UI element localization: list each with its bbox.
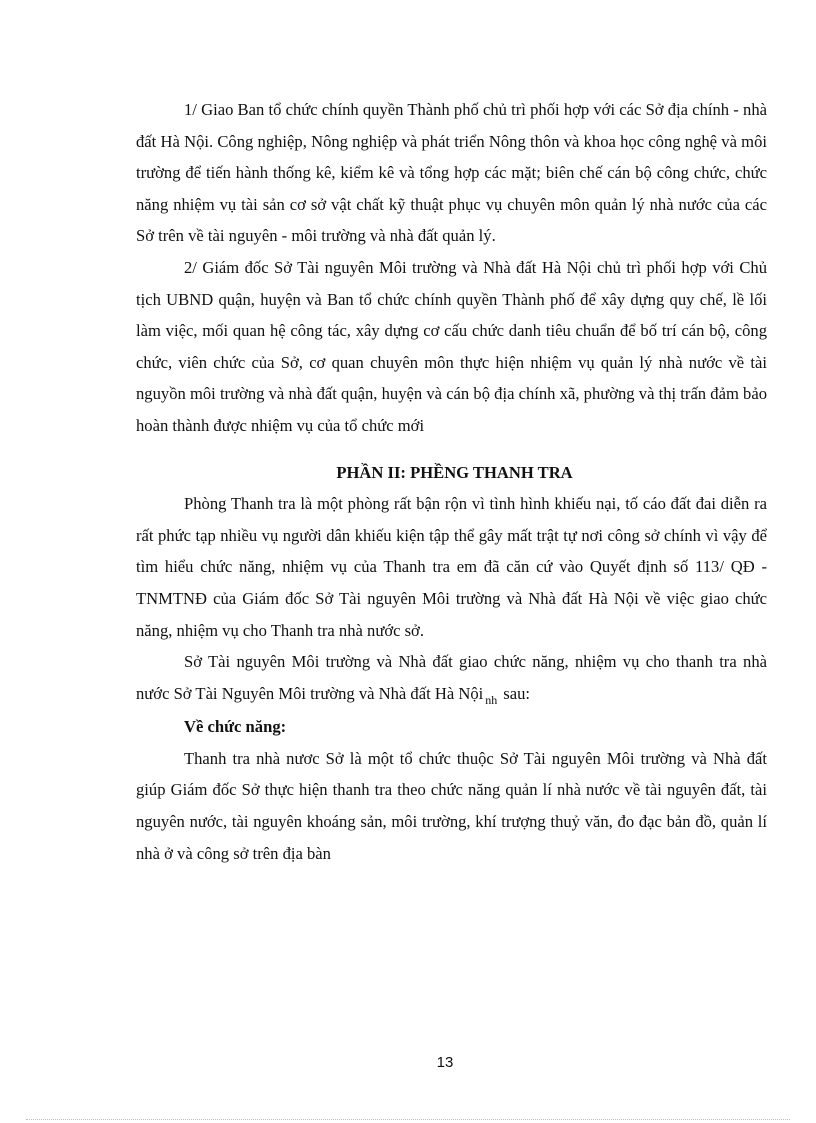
- assign-tail: sau:: [503, 683, 530, 703]
- footer-divider: [26, 1119, 790, 1120]
- subheading-function: Về chức năng:: [184, 717, 287, 737]
- paragraph-intro: Phòng Thanh tra là một phòng rất bận rộn vì tình hình khiếu nại, tố cáo đất đai diễn ra rất phức tạp nhiều vụ người dân khiếu kiện tập thể gây mất trật tự nơi công sở chính vì vậy để tìm hiểu chức năng, nhiệm vụ của Thanh tra em đã căn cứ vào Quyết định số 113/ QĐ - TNMTNĐ của Giám đốc Sở Tài nguyên Môi trường và Nhà đất Hà Nội về việc giao chức năng, nhiệm vụ cho Thanh tra nhà nước sở.: [136, 494, 767, 640]
- paragraph-2: 2/ Giám đốc Sở Tài nguyên Môi trường và Nhà đất Hà Nội chủ trì phối hợp với Chủ tịch UBND quận, huyện và Ban tổ chức chính quyền Thành phố để xây dựng quy chế, lề lối làm việc, mối quan hệ công tác, xây dựng cơ cấu chức danh tiêu chuẩn để bố trí cán bộ, công chức, viên chức của Sở, cơ quan chuyên môn thực hiện nhiệm vụ quản lý nhà nước về tài nguyồn môi trường và nhà đất quận, huyện và cán bộ địa chính xã, phường và thị trấn đảm bảo hoàn thành được nhiệm vụ của tổ chức mới: [136, 257, 767, 435]
- paragraph-function: Thanh tra nhà nươc Sở là một tổ chức thuộc Sở Tài nguyên Môi trường và Nhà đất giúp Giám đốc Sở thực hiện thanh tra theo chức năng quản lí nhà nước về tài nguyên đất, tài nguyên nước, tài nguyên khoáng sản, môi trường, khí trượng thuỷ văn, đo đạc bản đồ, quản lí nhà ở và công sở trên địa bàn: [136, 748, 767, 863]
- assign-text: Sở Tài nguyên Môi trường và Nhà đất giao chức năng, nhiệm vụ cho thanh tra nhà nước Sở Tài Nguyên Môi trường và Nhà đất Hà Nội: [136, 652, 767, 703]
- paragraph-assign: [136, 646, 767, 711]
- assign-subscript: nh: [485, 692, 498, 707]
- page-number: 13: [436, 1054, 454, 1071]
- section-heading: PHẦN II: PHỀNG THANH TRA: [336, 462, 573, 482]
- document-body: [136, 94, 767, 869]
- paragraph-1: 1/ Giao Ban tổ chức chính quyền Thành phố chủ trì phối hợp với các Sở địa chính - nhà đất Hà Nội. Công nghiệp, Nông nghiệp và phát triển Nông thôn và khoa học công nghệ và môi trường để tiến hành thống kê, kiểm kê và tổng hợp các mặt; biên chế cán bộ công chức, chức năng nhiệm vụ tài sản cơ sở vật chất kỹ thuật phục vụ chuyên môn quản lý nhà nước của các Sở trên về tài nguyên - môi trường và nhà đất quản lý.: [136, 100, 767, 246]
